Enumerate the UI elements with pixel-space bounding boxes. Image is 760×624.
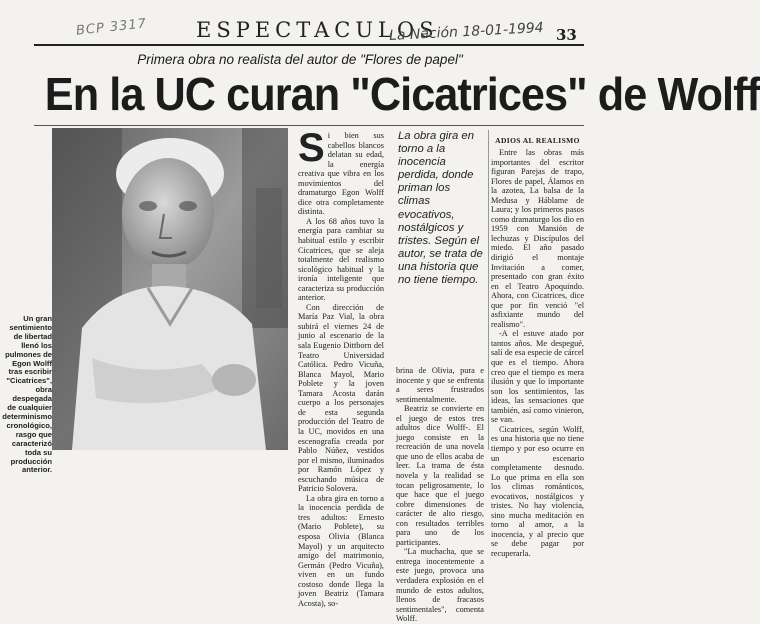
body-paragraph: -A el estuve atado por tantos años. Me despegué, salí de esa especie de cárcel que es el tiempo. Ahora creo que el tiempo es mera ilusión y que lo importante son los sentimientos, las ideas, las sensaciones que también, así como vinieron, se van. [491,329,584,425]
column-divider [488,130,489,450]
handwritten-date: La Nación 18-01-1994 [388,19,545,45]
pull-quote: La obra gira en torno a la inocencia perdida, donde priman los climas evocativos, nostálgicos y tristes. Según el autor, se trata de una historia que no tiene tiempo. [398,130,483,287]
body-column-3 [491,148,584,558]
handwritten-archive-note: BCP 3317 [75,16,148,39]
body-column-2 [396,366,484,624]
author-photo [52,128,288,450]
body-column-1 [298,126,384,608]
body-paragraph: Con dirección de María Paz Vial, la obra subirá el viernes 24 de junio al escenario de la sala Eugenio Dittborn del Teatro Universidad Católica. Pedro Vicuña, Blanca Mayol, Mario Poblete y la joven Tamara Acosta darán cuerpo a los personajes de esta segunda producción del Teatro de la UC, movidos en una escenografía creada por Pablo Núñez, vestidos por el mismo, iluminados por Ramón López y escuchando música de Patricio Solovera. [298,302,384,494]
body-paragraph: i bien sus cabellos blancos delatan su edad, la energía creativa que vibra en los movimientos del dramaturgo Egon Wolff dice otra completamente distinta. [298,131,384,217]
body-paragraph: A los 68 años tuvo la energía para cambiar su habitual estilo y escribir Cicatrices, que se aleja totalmente del realismo sicológico habitual y la ironía inteligente que caracteriza su producción anterior. [298,216,384,303]
top-rule [34,44,584,46]
author-photo-image [52,128,288,450]
body-paragraph: "La muchacha, que se entrega inocentemente a este juego, provoca una verdadera explosión en el mundo de estos adultos, llenos de fracasos sentimentales", comenta Wolff. [396,547,484,624]
article-kicker: Primera obra no realista del autor de "Flores de papel" [137,52,463,67]
drop-cap: S [298,126,325,170]
page-number: 33 [556,26,577,44]
section-subhead: ADIOS AL REALISMO [495,136,580,145]
body-paragraph: La obra gira en torno a la inocencia perdida de tres adultos: Ernesto (Mario Poblete), su esposa Olivia (Blanca Mayol) y un arquitecto amigo del matrimonio, Germán (Pedro Vicuña), viven en un fundo costoso donde llega la joven Beatriz (Tamara Acosta), so- [298,493,384,608]
section-title: ESPECTACULOS [196,18,439,42]
article-headline: En la UC curan "Cicatrices" de Wolff [44,68,760,120]
body-paragraph: Cicatrices, según Wolff, es una historia que no tiene tiempo y por eso ocurre en un escenario completamente desnudo. Lo que prima en ella son los climas románticos, evocativos, nostálgicos y tristes. No hay violencia, sino mucha meditación en torno al amor, a la inocencia, y al precio que se debe pagar por recuperarla. [491,424,584,558]
body-paragraph: brina de Olivia, pura e inocente y que se enfrenta a seres frustrados sentimentalmente. [396,366,484,404]
body-paragraph: Beatriz se convierte en el juego de estos tres adultos dice Wolff-. El juego consiste en la recreación de una novela que uno de ellos acaba de leer. La trama de ésta novela y la realidad se tocan peligrosamente, lo que hace que el juego cobre dimensiones de carácter de alto riesgo, con resultados terribles para uno de los participantes. [396,404,484,547]
body-paragraph: Entre las obras más importantes del escritor figuran Parejas de trapo, Flores de papel, Álamos en la azotea, La balsa de la Medusa y Háblame de Laura; y los primeros pasos como dramaturgo los dio en 1959 con Mansión de lechuzas y Discípulos del miedo. El año pasado dirigió el montaje Invitación a comer, presentado con gran éxito en el Teatro Apoquindo. Ahora, con Cicatrices, dice que por fin venció "el asfixiante mundo del realismo". [491,148,584,329]
photo-caption: Un gran sentimiento de libertad llenó los pulmones de Egon Wolff tras escribir "Cicatrices", obra despegada de cualquier determinismo cronológico, rasgo que caracterizó toda su producción anterior. [2,314,52,475]
